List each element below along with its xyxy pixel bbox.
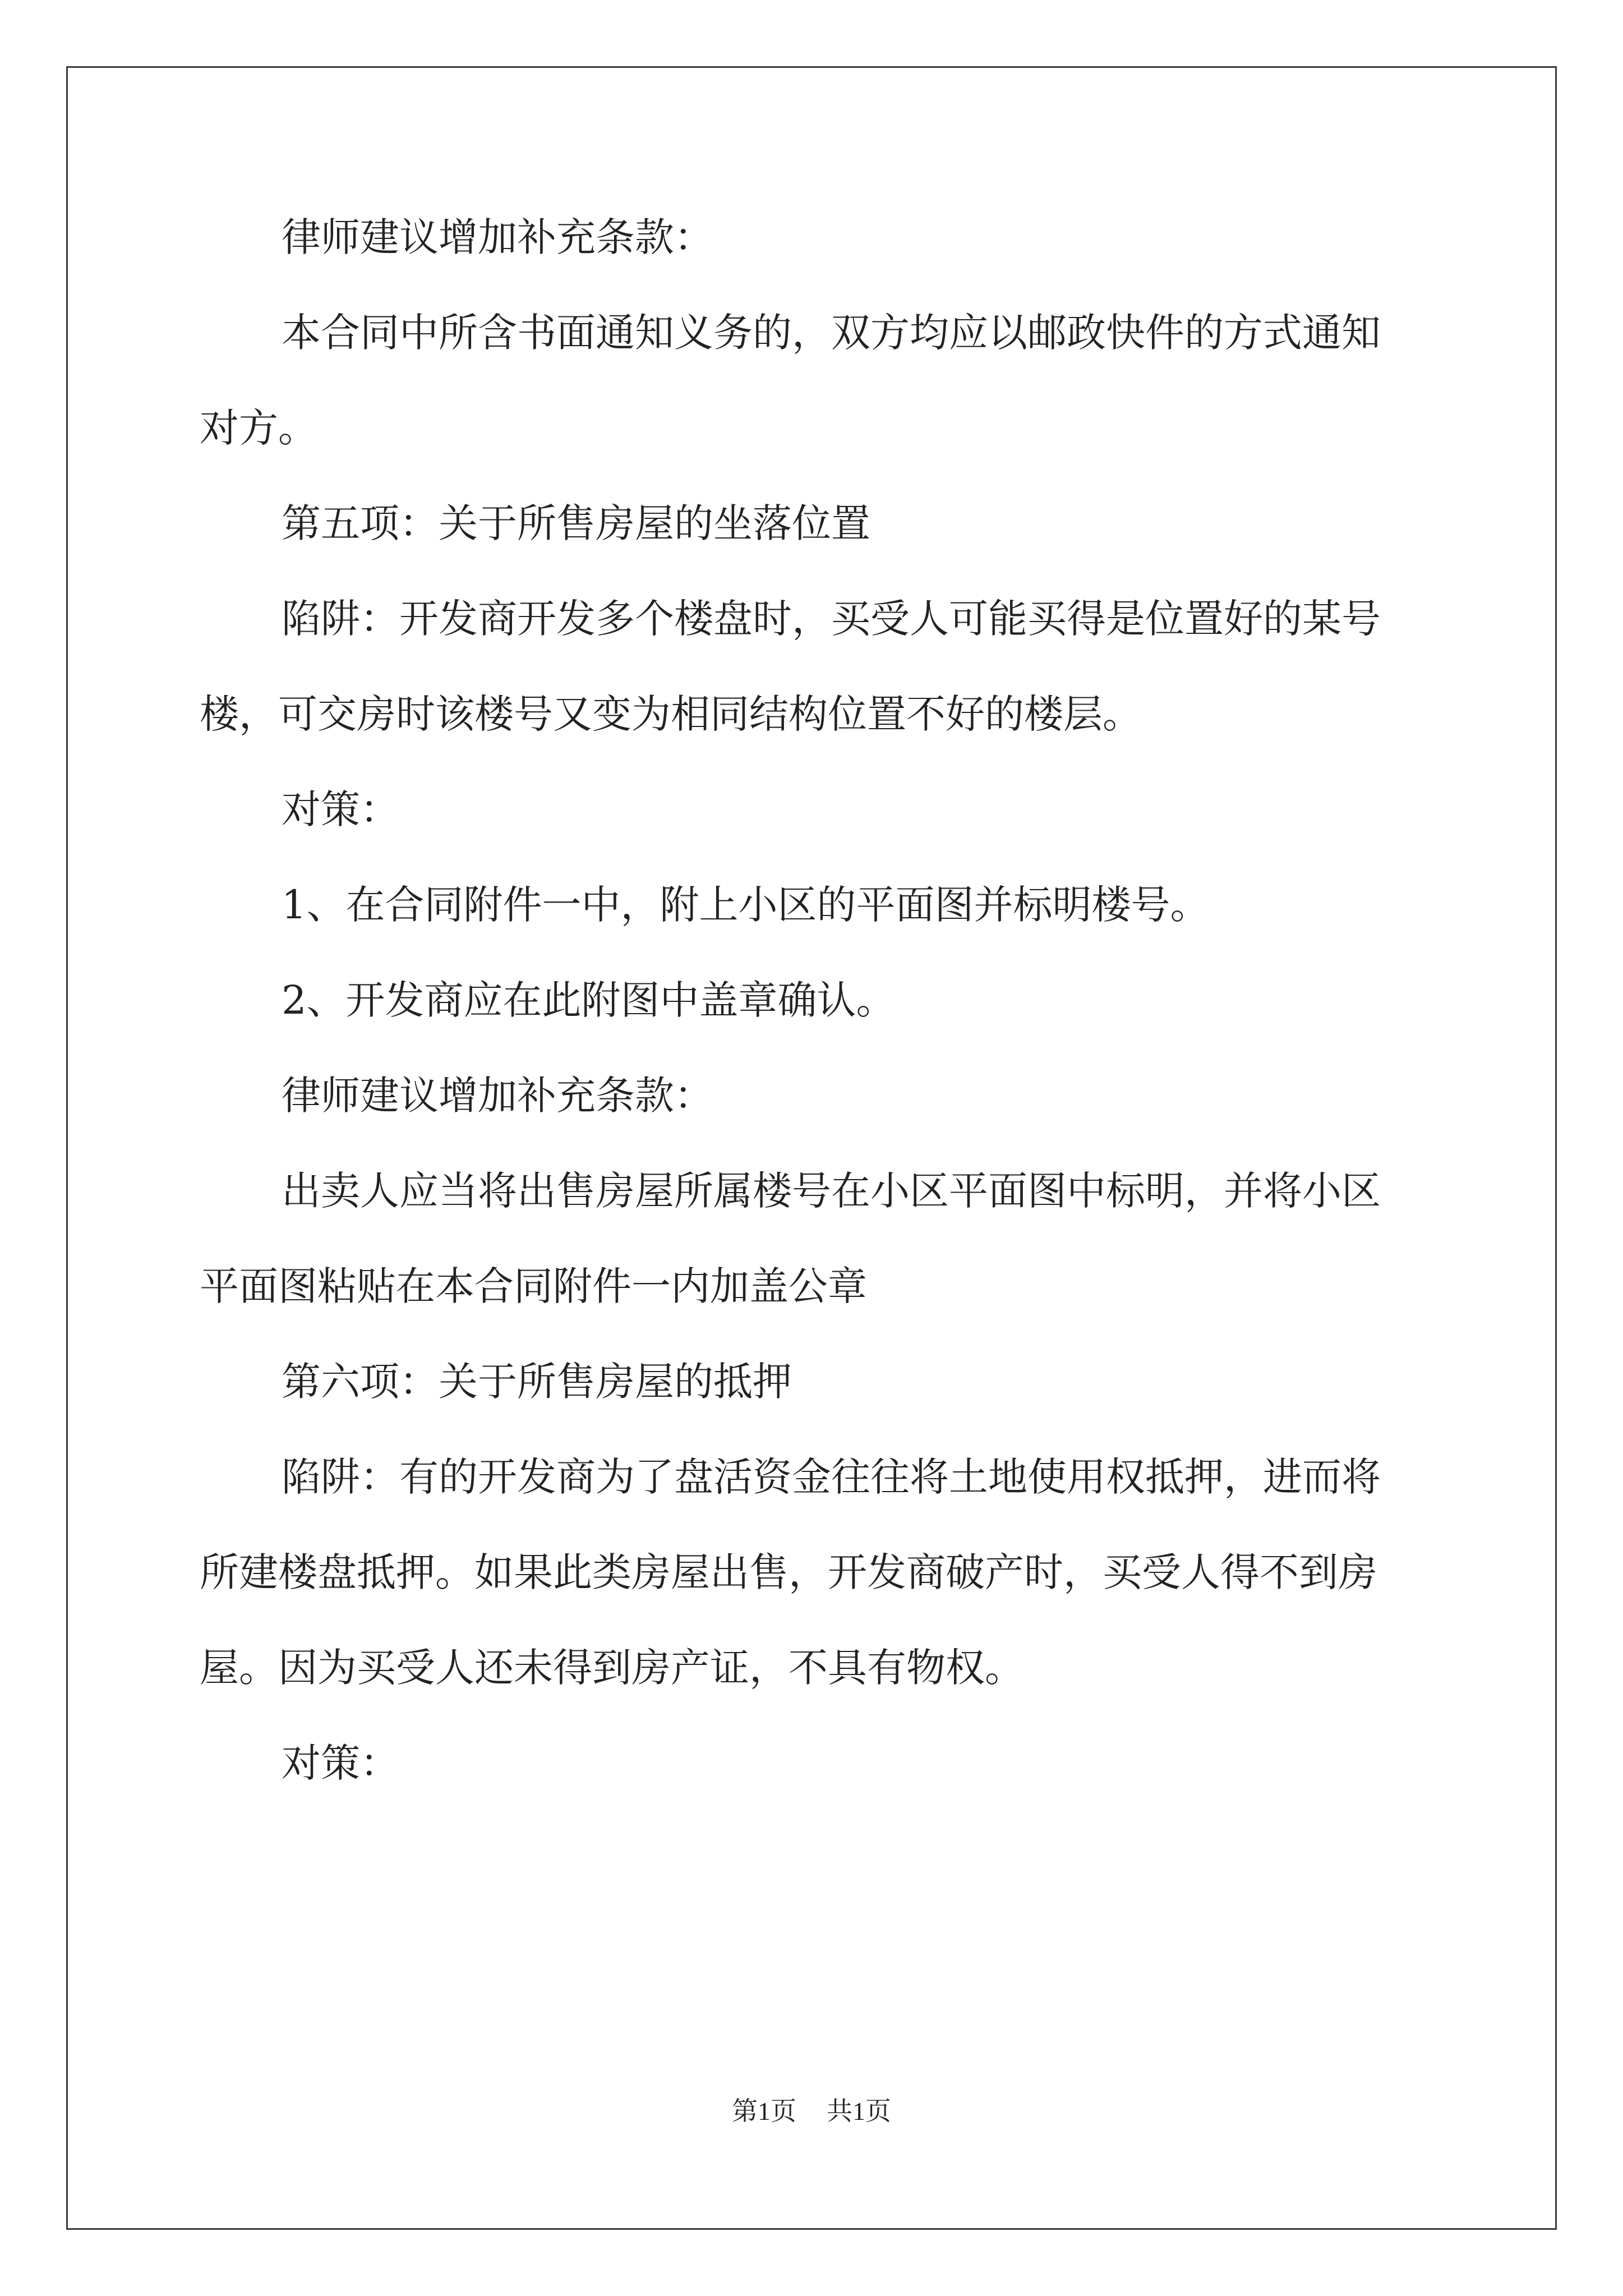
paragraph-line: 陷阱：有的开发商为了盘活资金往往将土地使用权抵押，进而将 — [282, 1454, 1381, 1500]
paragraph-line: 1、在合同附件一中，附上小区的平面图并标明楼号。 — [282, 882, 1210, 928]
paragraph-line: 对策： — [282, 1740, 399, 1786]
paragraph-line: 平面图粘贴在本合同附件一内加盖公章 — [200, 1263, 867, 1309]
paragraph-line: 第五项：关于所售房屋的坐落位置 — [282, 500, 870, 546]
document-body — [200, 190, 1433, 1811]
paragraph-line: 第六项：关于所售房屋的抵押 — [282, 1359, 792, 1405]
paragraph-line: 律师建议增加补充条款： — [282, 214, 713, 260]
paragraph-line: 律师建议增加补充条款： — [282, 1073, 713, 1119]
page-footer — [0, 2091, 1623, 2128]
paragraph-line: 对策： — [282, 786, 399, 832]
paragraph-line: 所建楼盘抵押。如果此类房屋出售，开发商破产时，买受人得不到房 — [200, 1549, 1377, 1595]
page-number: 第1页 — [732, 2097, 796, 2125]
paragraph-line: 本合同中所含书面通知义务的，双方均应以邮政快件的方式通知 — [282, 310, 1381, 356]
paragraph-line: 楼，可交房时该楼号又变为相同结构位置不好的楼层。 — [200, 691, 1142, 737]
paragraph-line: 对方。 — [200, 405, 317, 451]
page-total: 共1页 — [827, 2097, 891, 2125]
paragraph-line: 屋。因为买受人还未得到房产证，不具有物权。 — [200, 1645, 1024, 1691]
paragraph-line: 出卖人应当将出售房屋所属楼号在小区平面图中标明，并将小区 — [282, 1168, 1381, 1214]
paragraph-line: 2、开发商应在此附图中盖章确认。 — [282, 977, 896, 1023]
paragraph-line: 陷阱：开发商开发多个楼盘时，买受人可能买得是位置好的某号 — [282, 596, 1381, 642]
